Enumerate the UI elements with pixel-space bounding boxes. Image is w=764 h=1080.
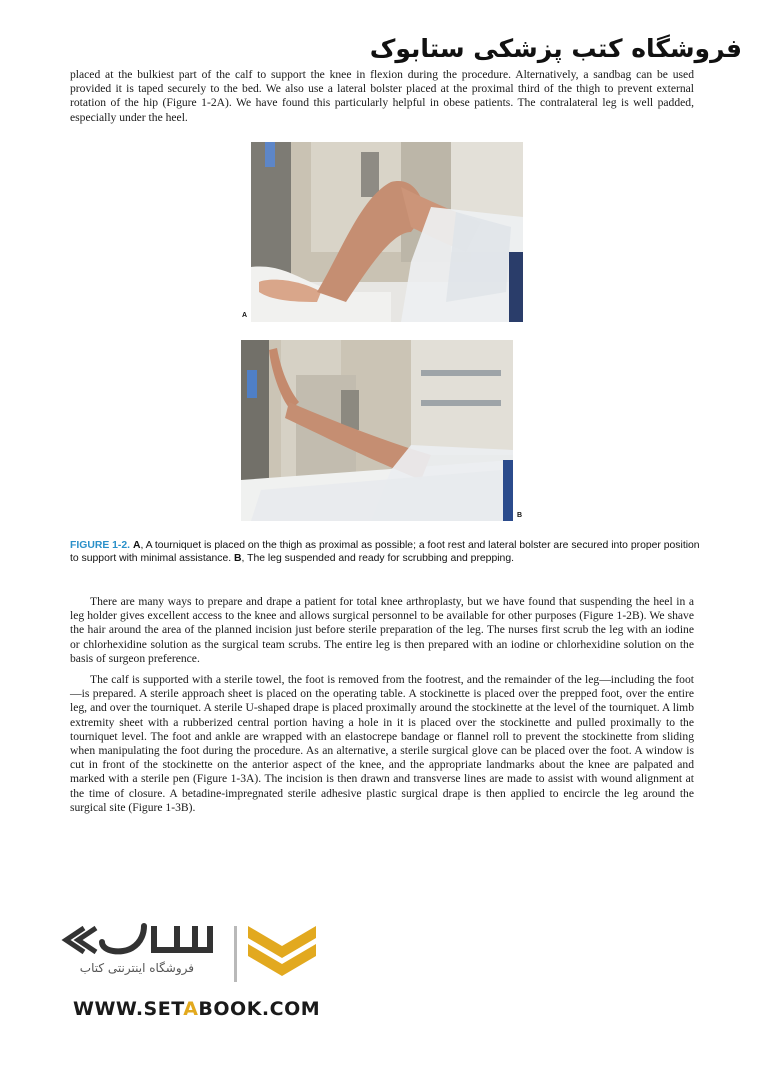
url-accent: A <box>183 998 199 1020</box>
logo-text <box>62 918 63 919</box>
figure-1-2a-photo <box>242 142 523 322</box>
caption-b-text: , The leg suspended and ready for scrubbing and prepping. <box>241 553 514 565</box>
caption-label: FIGURE 1-2. <box>70 540 131 551</box>
paragraph-3: The calf is supported with a sterile towel, the foot is removed from the footrest, and the remainder of the leg—including the foot—is prepared. A sterile approach sheet is placed on the operating table. A stockinette is placed over the prepped foot, over the entire leg, and over the tourniquet. A sterile U-shaped drape is placed proximally around the stockinette at the level of the tourniquet. A limb extremity sheet with a rubberized central portion having a hole in it is placed over the stockinette and pulled proximally to the tourniquet level. The foot and ankle are wrapped with an elastocrepe bandage or flannel roll to prevent the stockinette from sliding when manipulating the foot during the procedure. As an alternative, a sterile surgical glove can be placed over the foot. A window is cut in front of the stockinette on the anterior aspect of the knee, and the appropriate landmarks about the knee are palpated and marked with a sterile pen (Figure 1-3A). The incision is then drawn and transverse lines are made to assist with wound alignment at the time of closure. A betadine-impregnated sterile adhesive plastic surgical drape is then applied to encircle the leg around the surgical site (Figure 1-3B). <box>70 673 694 814</box>
url-suffix: BOOK.COM <box>198 998 321 1020</box>
store-watermark: فروشگاه کتب پزشکی ستابوک <box>369 34 742 63</box>
panel-b-letter: B <box>517 512 523 519</box>
caption-a-marker: A <box>132 540 141 551</box>
url-prefix: WWW.SET <box>73 998 184 1020</box>
paragraph-2: There are many ways to prepare and drape a patient for total knee arthroplasty, but we have found that suspending the heel in a leg holder gives excellent access to the knee and allows surgical personnel to be available for other purposes (Figure 1-2B). We shave the hair around the area of the planned incision just before sterile preparation of the leg. The nurses first scrub the leg with an iodine or chlorhexidine solution as the surgical team scrubs. The entire leg is then prepared with an iodine or chlorhexidine solution on the basis of surgeon preference. <box>70 595 694 665</box>
figure-1-2b-photo <box>241 340 523 521</box>
paragraph-1: placed at the bulkiest part of the calf to support the knee in flexion during the procedure. Alternatively, a sandbag can be used provided it is taped securely to the bed. We also use a lateral bolster placed at the proximal third of the thigh to prevent external rotation of the hip (Figure 1-2A). We have found this particularly helpful in obese patients. The contralateral leg is well padded, especially under the heel. <box>70 68 694 124</box>
logo-subtitle: فروشگاه اینترنتی کتاب <box>79 961 194 975</box>
caption-a-text: , A tourniquet is placed on the thigh as proximal as possible; a foot rest and lateral bolster are secured into proper position to support with minimal assistance. <box>70 540 700 565</box>
figure-caption <box>70 539 700 566</box>
site-url <box>73 998 320 1020</box>
panel-a-letter: A <box>242 312 248 319</box>
caption-b-marker: B <box>234 553 242 565</box>
